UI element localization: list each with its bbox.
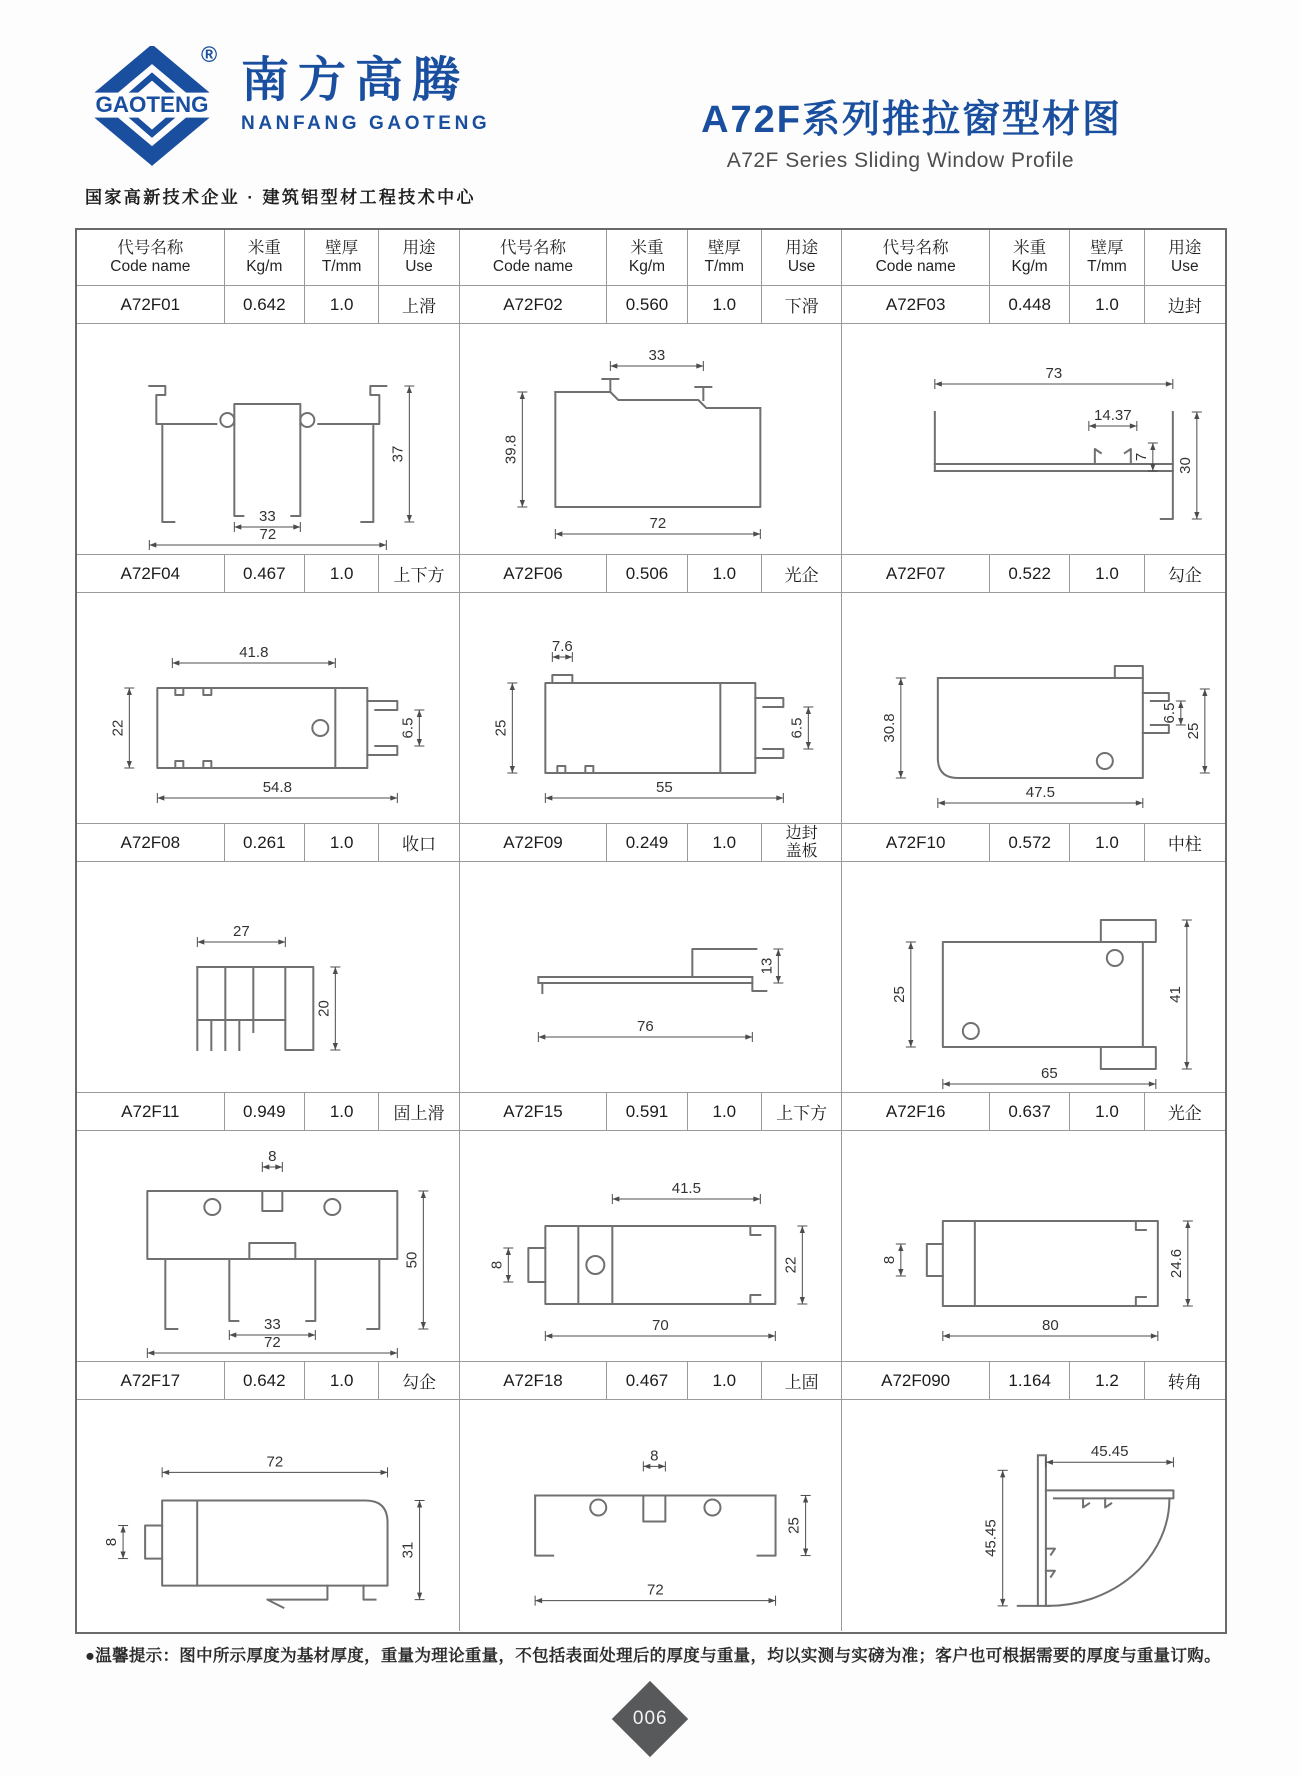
col-header-use: 用途 Use <box>762 230 842 286</box>
col-header-weight: 米重 Kg/m <box>990 230 1070 286</box>
profile-table <box>75 228 1227 1634</box>
svg-text:50: 50 <box>403 1251 421 1269</box>
thickness-cell: 1.0 <box>1070 555 1144 593</box>
profile-drawing-a72f03 <box>842 324 1225 555</box>
col-header-thickness: 壁厚 T/mm <box>305 230 379 286</box>
svg-text:8: 8 <box>268 1148 277 1165</box>
code-cell: A72F03 <box>842 286 990 324</box>
thickness-cell: 1.0 <box>688 1362 762 1400</box>
weight-cell: 0.642 <box>225 1362 305 1400</box>
svg-text:22: 22 <box>109 719 127 737</box>
use-cell: 边封盖板 <box>762 824 842 862</box>
use-cell: 上固 <box>762 1362 842 1400</box>
svg-text:6.5: 6.5 <box>399 717 417 739</box>
thickness-cell: 1.0 <box>1070 824 1144 862</box>
col-header-use: 用途 Use <box>1145 230 1225 286</box>
col-header-weight: 米重 Kg/m <box>607 230 687 286</box>
use-cell: 上下方 <box>379 555 459 593</box>
use-cell: 光企 <box>1145 1093 1225 1131</box>
col-header-use: 用途 Use <box>379 230 459 286</box>
code-cell: A72F18 <box>460 1362 608 1400</box>
weight-cell: 1.164 <box>990 1362 1070 1400</box>
page-title: A72F系列推拉窗型材图 <box>701 99 1122 141</box>
code-cell: A72F090 <box>842 1362 990 1400</box>
thickness-cell: 1.0 <box>305 824 379 862</box>
code-cell: A72F15 <box>460 1093 608 1131</box>
brand-name-chinese: 南方高腾 <box>241 54 470 107</box>
code-cell: A72F10 <box>842 824 990 862</box>
svg-text:47.5: 47.5 <box>1026 784 1056 801</box>
use-cell: 光企 <box>762 555 842 593</box>
use-cell: 上滑 <box>379 286 459 324</box>
brand-name-english: NANFANG GAOTENG <box>241 113 491 135</box>
page-title-block <box>701 98 1122 173</box>
gaoteng-diamond-logo-icon <box>85 42 219 166</box>
code-cell: A72F07 <box>842 555 990 593</box>
code-cell: A72F09 <box>460 824 608 862</box>
svg-text:45.45: 45.45 <box>983 1519 1001 1557</box>
col-header-code: 代号名称 Code name <box>460 230 608 286</box>
thickness-cell: 1.0 <box>305 1093 379 1131</box>
code-cell: A72F04 <box>77 555 225 593</box>
registered-trademark-icon: ® <box>201 42 218 67</box>
svg-text:31: 31 <box>399 1541 417 1559</box>
svg-text:30: 30 <box>1177 457 1195 474</box>
svg-text:25: 25 <box>785 1517 803 1534</box>
col-header-thickness: 壁厚 T/mm <box>1070 230 1144 286</box>
profile-drawing-a72f10 <box>842 862 1225 1093</box>
svg-text:7: 7 <box>1133 452 1151 462</box>
weight-cell: 0.249 <box>607 824 687 862</box>
logo-brand-text: GAOTENG <box>95 92 209 118</box>
weight-cell: 0.637 <box>990 1093 1070 1131</box>
weight-cell: 0.448 <box>990 286 1070 324</box>
profile-drawing-a72f090 <box>842 1400 1225 1631</box>
thickness-cell: 1.0 <box>688 286 762 324</box>
svg-text:7.6: 7.6 <box>551 638 573 655</box>
svg-text:72: 72 <box>259 526 277 543</box>
weight-cell: 0.467 <box>607 1362 687 1400</box>
svg-text:54.8: 54.8 <box>262 779 292 796</box>
footer-note-text: 温馨提示：图中所示厚度为基材厚度，重量为理论重量，不包括表面处理后的厚度与重量，均以实测与实磅为准；客户也可根据需要的厚度与重量订购。 <box>95 1647 1221 1665</box>
col-header-weight: 米重 Kg/m <box>225 230 305 286</box>
brand-names <box>241 56 490 135</box>
svg-text:39.8: 39.8 <box>501 434 519 465</box>
thickness-cell: 1.0 <box>1070 1093 1144 1131</box>
svg-text:41.5: 41.5 <box>671 1180 701 1197</box>
page-number: 006 <box>632 1707 668 1729</box>
use-cell: 边封 <box>1145 286 1225 324</box>
svg-text:6.5: 6.5 <box>1161 702 1179 724</box>
svg-text:72: 72 <box>263 1334 281 1351</box>
thickness-cell: 1.0 <box>305 286 379 324</box>
code-cell: A72F11 <box>77 1093 225 1131</box>
svg-text:76: 76 <box>636 1018 654 1035</box>
use-cell: 上下方 <box>762 1093 842 1131</box>
weight-cell: 0.591 <box>607 1093 687 1131</box>
use-cell: 转角 <box>1145 1362 1225 1400</box>
code-cell: A72F08 <box>77 824 225 862</box>
weight-cell: 0.467 <box>225 555 305 593</box>
page-subtitle: A72F Series Sliding Window Profile <box>726 148 1074 172</box>
profile-drawing-a72f16 <box>842 1131 1225 1362</box>
weight-cell: 0.642 <box>225 286 305 324</box>
use-cell: 固上滑 <box>379 1093 459 1131</box>
code-cell: A72F16 <box>842 1093 990 1131</box>
profile-drawing-a72f15 <box>460 1131 843 1362</box>
svg-text:72: 72 <box>266 1453 284 1471</box>
svg-text:20: 20 <box>315 1000 333 1017</box>
profile-drawing-a72f07 <box>842 593 1225 824</box>
weight-cell: 0.560 <box>607 286 687 324</box>
profile-drawing-a72f17 <box>77 1400 460 1631</box>
thickness-cell: 1.2 <box>1070 1362 1144 1400</box>
svg-text:22: 22 <box>781 1256 799 1274</box>
svg-text:80: 80 <box>1042 1317 1060 1334</box>
thickness-cell: 1.0 <box>688 1093 762 1131</box>
company-tagline: 国家高新技术企业 · 建筑铝型材工程技术中心 <box>85 188 476 207</box>
weight-cell: 0.522 <box>990 555 1070 593</box>
bullet-icon: ● <box>85 1647 96 1665</box>
svg-text:14.37: 14.37 <box>1094 407 1132 424</box>
profile-drawing-a72f11 <box>77 1131 460 1362</box>
svg-text:24.6: 24.6 <box>1168 1248 1186 1279</box>
thickness-cell: 1.0 <box>305 555 379 593</box>
svg-text:41.8: 41.8 <box>239 644 269 661</box>
svg-text:41: 41 <box>1167 986 1185 1003</box>
col-header-code: 代号名称 Code name <box>842 230 990 286</box>
svg-text:70: 70 <box>651 1317 669 1334</box>
profile-drawing-a72f18 <box>460 1400 843 1631</box>
page-number-badge <box>612 1681 688 1757</box>
weight-cell: 0.261 <box>225 824 305 862</box>
svg-text:72: 72 <box>646 1581 664 1599</box>
use-cell: 勾企 <box>1145 555 1225 593</box>
profile-drawing-a72f08 <box>77 862 460 1093</box>
svg-text:6.5: 6.5 <box>787 717 805 739</box>
col-header-thickness: 壁厚 T/mm <box>688 230 762 286</box>
svg-text:45.45: 45.45 <box>1091 1443 1129 1461</box>
svg-text:25: 25 <box>491 719 509 737</box>
use-cell: 勾企 <box>379 1362 459 1400</box>
profile-drawing-a72f01 <box>77 324 460 555</box>
thickness-cell: 1.0 <box>305 1362 379 1400</box>
svg-text:27: 27 <box>232 923 250 940</box>
svg-text:37: 37 <box>389 445 407 463</box>
svg-text:33: 33 <box>648 347 665 364</box>
use-cell: 收口 <box>379 824 459 862</box>
svg-text:33: 33 <box>258 508 276 525</box>
weight-cell: 0.949 <box>225 1093 305 1131</box>
footer-note <box>85 1642 1221 1666</box>
use-cell: 中柱 <box>1145 824 1225 862</box>
svg-text:8: 8 <box>881 1255 899 1265</box>
use-cell: 下滑 <box>762 286 842 324</box>
svg-text:8: 8 <box>103 1537 121 1547</box>
code-cell: A72F17 <box>77 1362 225 1400</box>
thickness-cell: 1.0 <box>1070 286 1144 324</box>
svg-text:25: 25 <box>891 986 909 1003</box>
code-cell: A72F01 <box>77 286 225 324</box>
svg-text:13: 13 <box>757 957 775 975</box>
header-logo-row <box>85 42 491 166</box>
profile-drawing-a72f09 <box>460 862 843 1093</box>
svg-text:73: 73 <box>1045 365 1063 382</box>
col-header-code: 代号名称 Code name <box>77 230 225 286</box>
svg-text:72: 72 <box>649 515 666 532</box>
svg-text:8: 8 <box>649 1447 659 1465</box>
thickness-cell: 1.0 <box>688 824 762 862</box>
code-cell: A72F02 <box>460 286 608 324</box>
svg-text:65: 65 <box>1041 1065 1059 1082</box>
profile-drawing-a72f06 <box>460 593 843 824</box>
code-cell: A72F06 <box>460 555 608 593</box>
weight-cell: 0.572 <box>990 824 1070 862</box>
weight-cell: 0.506 <box>607 555 687 593</box>
svg-text:33: 33 <box>263 1316 281 1333</box>
svg-text:25: 25 <box>1185 722 1203 740</box>
thickness-cell: 1.0 <box>688 555 762 593</box>
profile-drawing-a72f04 <box>77 593 460 824</box>
svg-text:8: 8 <box>487 1260 505 1270</box>
svg-text:30.8: 30.8 <box>881 713 899 743</box>
svg-text:55: 55 <box>655 779 673 796</box>
profile-drawing-a72f02 <box>460 324 843 555</box>
